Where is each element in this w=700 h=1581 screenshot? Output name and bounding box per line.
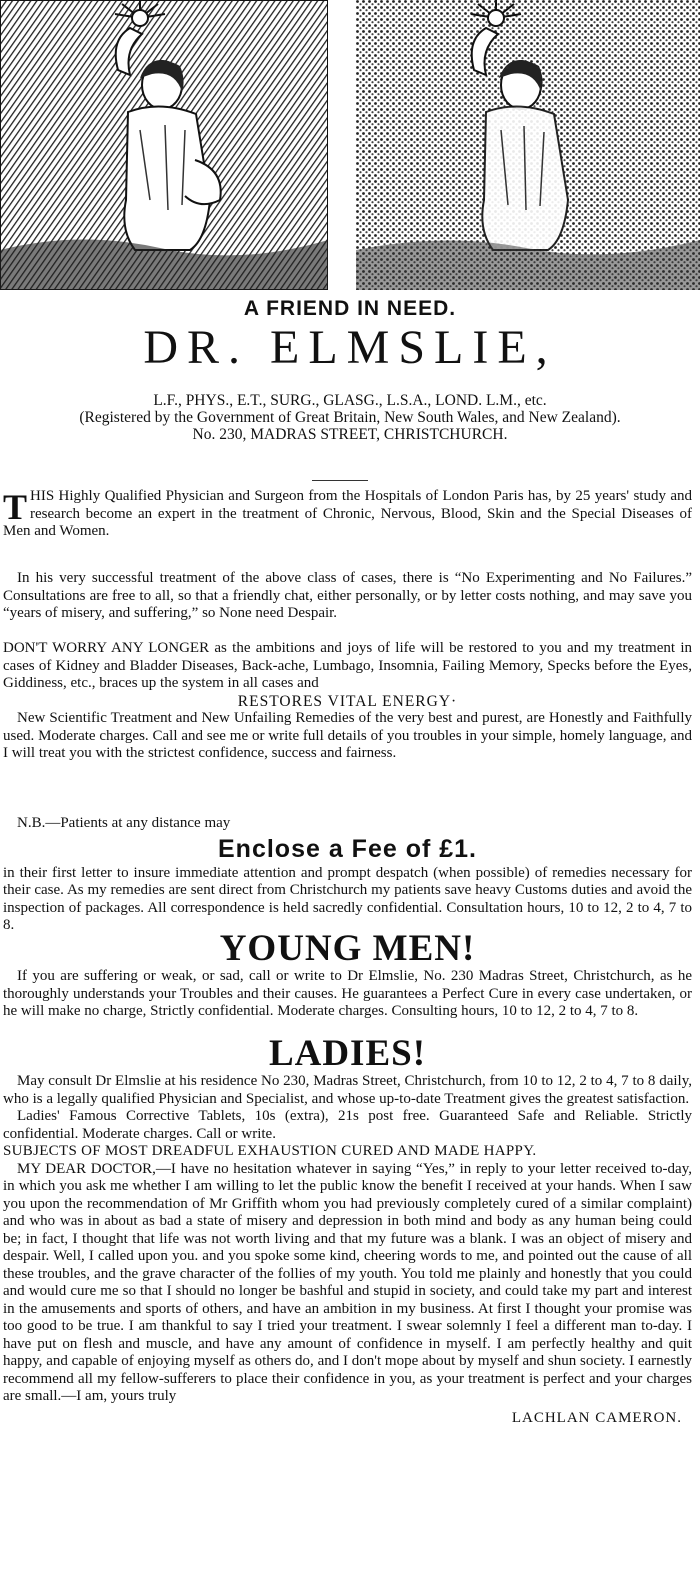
paragraph-young-men: If you are suffering or weak, or sad, call or write to Dr Elmslie, No. 230 Madras Street, Christchurch, as he thoroughly understands your Troubles and their causes. He guarantees a Perfect Cure in every case undertaken, or he will make no charge, Strictly confidential. Moderate charges. Consulting hours, 10 to 12, 2 to 4, 7 to 8. (3, 968, 692, 1019)
intro-section (3, 488, 692, 541)
headline: A FRIEND IN NEED. (243, 297, 457, 320)
dont-worry-section (3, 640, 692, 763)
credentials: L.F., PHYS., E.T., SURG., GLASG., L.S.A., LOND. L.M., etc. (153, 392, 547, 409)
ladies-section (3, 1035, 692, 1427)
treatment-section (3, 570, 692, 623)
paragraph-dont-worry: DON'T WORRY ANY LONGER as the ambitions and joys of life will be restored to you and my treatment in cases of Kidney and Bladder Diseases, Back-ache, Lumbago, Insomnia, Failing Memory, Specks before the Eyes, Giddiness, etc., braces up the system in all cases and (3, 640, 692, 691)
paragraph-fee: in their first letter to insure immediate attention and prompt despatch (when possible) of remedies necessary for their case. As my remedies are sent direct from Christchurch my patients save heavy Customs duties and avoid the inspection of packages. All correspondence is held sacredly confidential. Consultation hours, 10 to 12, 2 to 4, 7 to 8. (3, 864, 692, 933)
restores-vital-energy: RESTORES VITAL ENERGY· (237, 692, 458, 710)
divider (312, 480, 368, 481)
paragraph-tablets: Ladies' Famous Corrective Tablets, 10s (extra), 21s post free. Guaranteed Safe and Reliable. Strictly confidential. Moderate charges. Call or write. (3, 1108, 692, 1142)
drop-cap: T (3, 487, 28, 527)
fee-section (3, 815, 692, 935)
intro-paragraph (3, 488, 692, 541)
intro-text: HIS Highly Qualified Physician and Surgeon from the Hospitals of London Paris has, by 25 years' study and research become an expert in the treatment of Chronic, Nervous, Blood, Skin and the Special Diseases of Men and Women. (3, 488, 692, 539)
address: No. 230, MADRAS STREET, CHRISTCHURCH. (192, 426, 508, 443)
woman-with-torch-illustration-left (0, 0, 328, 290)
nb-note: N.B.—Patients at any distance may (17, 815, 231, 831)
ladies-heading: LADIES! (268, 1033, 427, 1074)
young-men-heading: YOUNG MEN! (219, 928, 476, 969)
paragraph-no-failures: In his very successful treatment of the above class of cases, there is “No Experimenting and No Failures.” Consultations are free to all, so that a friendly chat, either personally, or by letter costs nothing, and may save you “years of misery, and suffering,” so None need Despair. (3, 570, 692, 621)
signature: LACHLAN CAMERON. (511, 1409, 682, 1426)
registration: (Registered by the Government of Great Britain, New South Wales, and New Zealand). (79, 409, 621, 426)
paragraph-ladies: May consult Dr Elmslie at his residence No 230, Madras Street, Christchurch, from 10 to 12, 2 to 4, 7 to 8 daily, who is a legally qualified Physician and Specialist, and whose up-to-date Treatment gives the greatest satisfaction. (3, 1073, 692, 1107)
young-men-section (3, 930, 692, 1021)
credentials-block (0, 392, 700, 443)
testimonial-letter: MY DEAR DOCTOR,—I have no hesitation whatever in saying “Yes,” in reply to your letter received to-day, in which you ask me whether I am willing to let the public know the benefit I received at your hands. When I saw you upon the recommendation of Mr Griffith whom you had previously completely cured of a similar complaint) and who was in about as bad a state of misery and depression in both mind and body as any human being could be; in fact, I thought that life was not worth living and that my future was a blank. I was an object of misery and despair. Well, I called upon you. and you spoke some kind, cheering words to me, and pointed out the cause of all these troubles, and the grave character of the follies of my youth. You told me plainly and honestly that you could and would cure me so that I should no longer be bashful and stupid in society, and could take my part and interest in the amusements and sports of others, and have an ambition in my business. At first I thought your promise was too good to be true. I am thankful to say I tried your treatment. I swear solemnly I feel a different man to-day. I have put on flesh and muscle, and have any amount of confidence in myself. I am perfectly healthy and quit happy, and capable of enjoying myself as others do, and I don't mope about by myself and shun society. I earnestly recommend all my fellow-sufferers to place their confidence in you, as your treatment is perfect and your charges are small.—I am, yours truly (3, 1160, 692, 1404)
doctor-name-title: DR. ELMSLIE, (143, 321, 557, 374)
woman-with-torch-illustration-right (356, 0, 700, 290)
fee-headline: Enclose a Fee of £1. (218, 834, 477, 863)
subjects-heading: SUBJECTS OF MOST DREADFUL EXHAUSTION CURED AND MADE HAPPY. (3, 1143, 537, 1159)
paragraph-scientific-treatment: New Scientific Treatment and New Unfailing Remedies of the very best and purest, are Honestly and Faithfully used. Moderate charges. Call and see me or write full details of you troubles in your simple, homely language, and I will treat you with the strictest confidence, success and fairness. (3, 710, 692, 761)
